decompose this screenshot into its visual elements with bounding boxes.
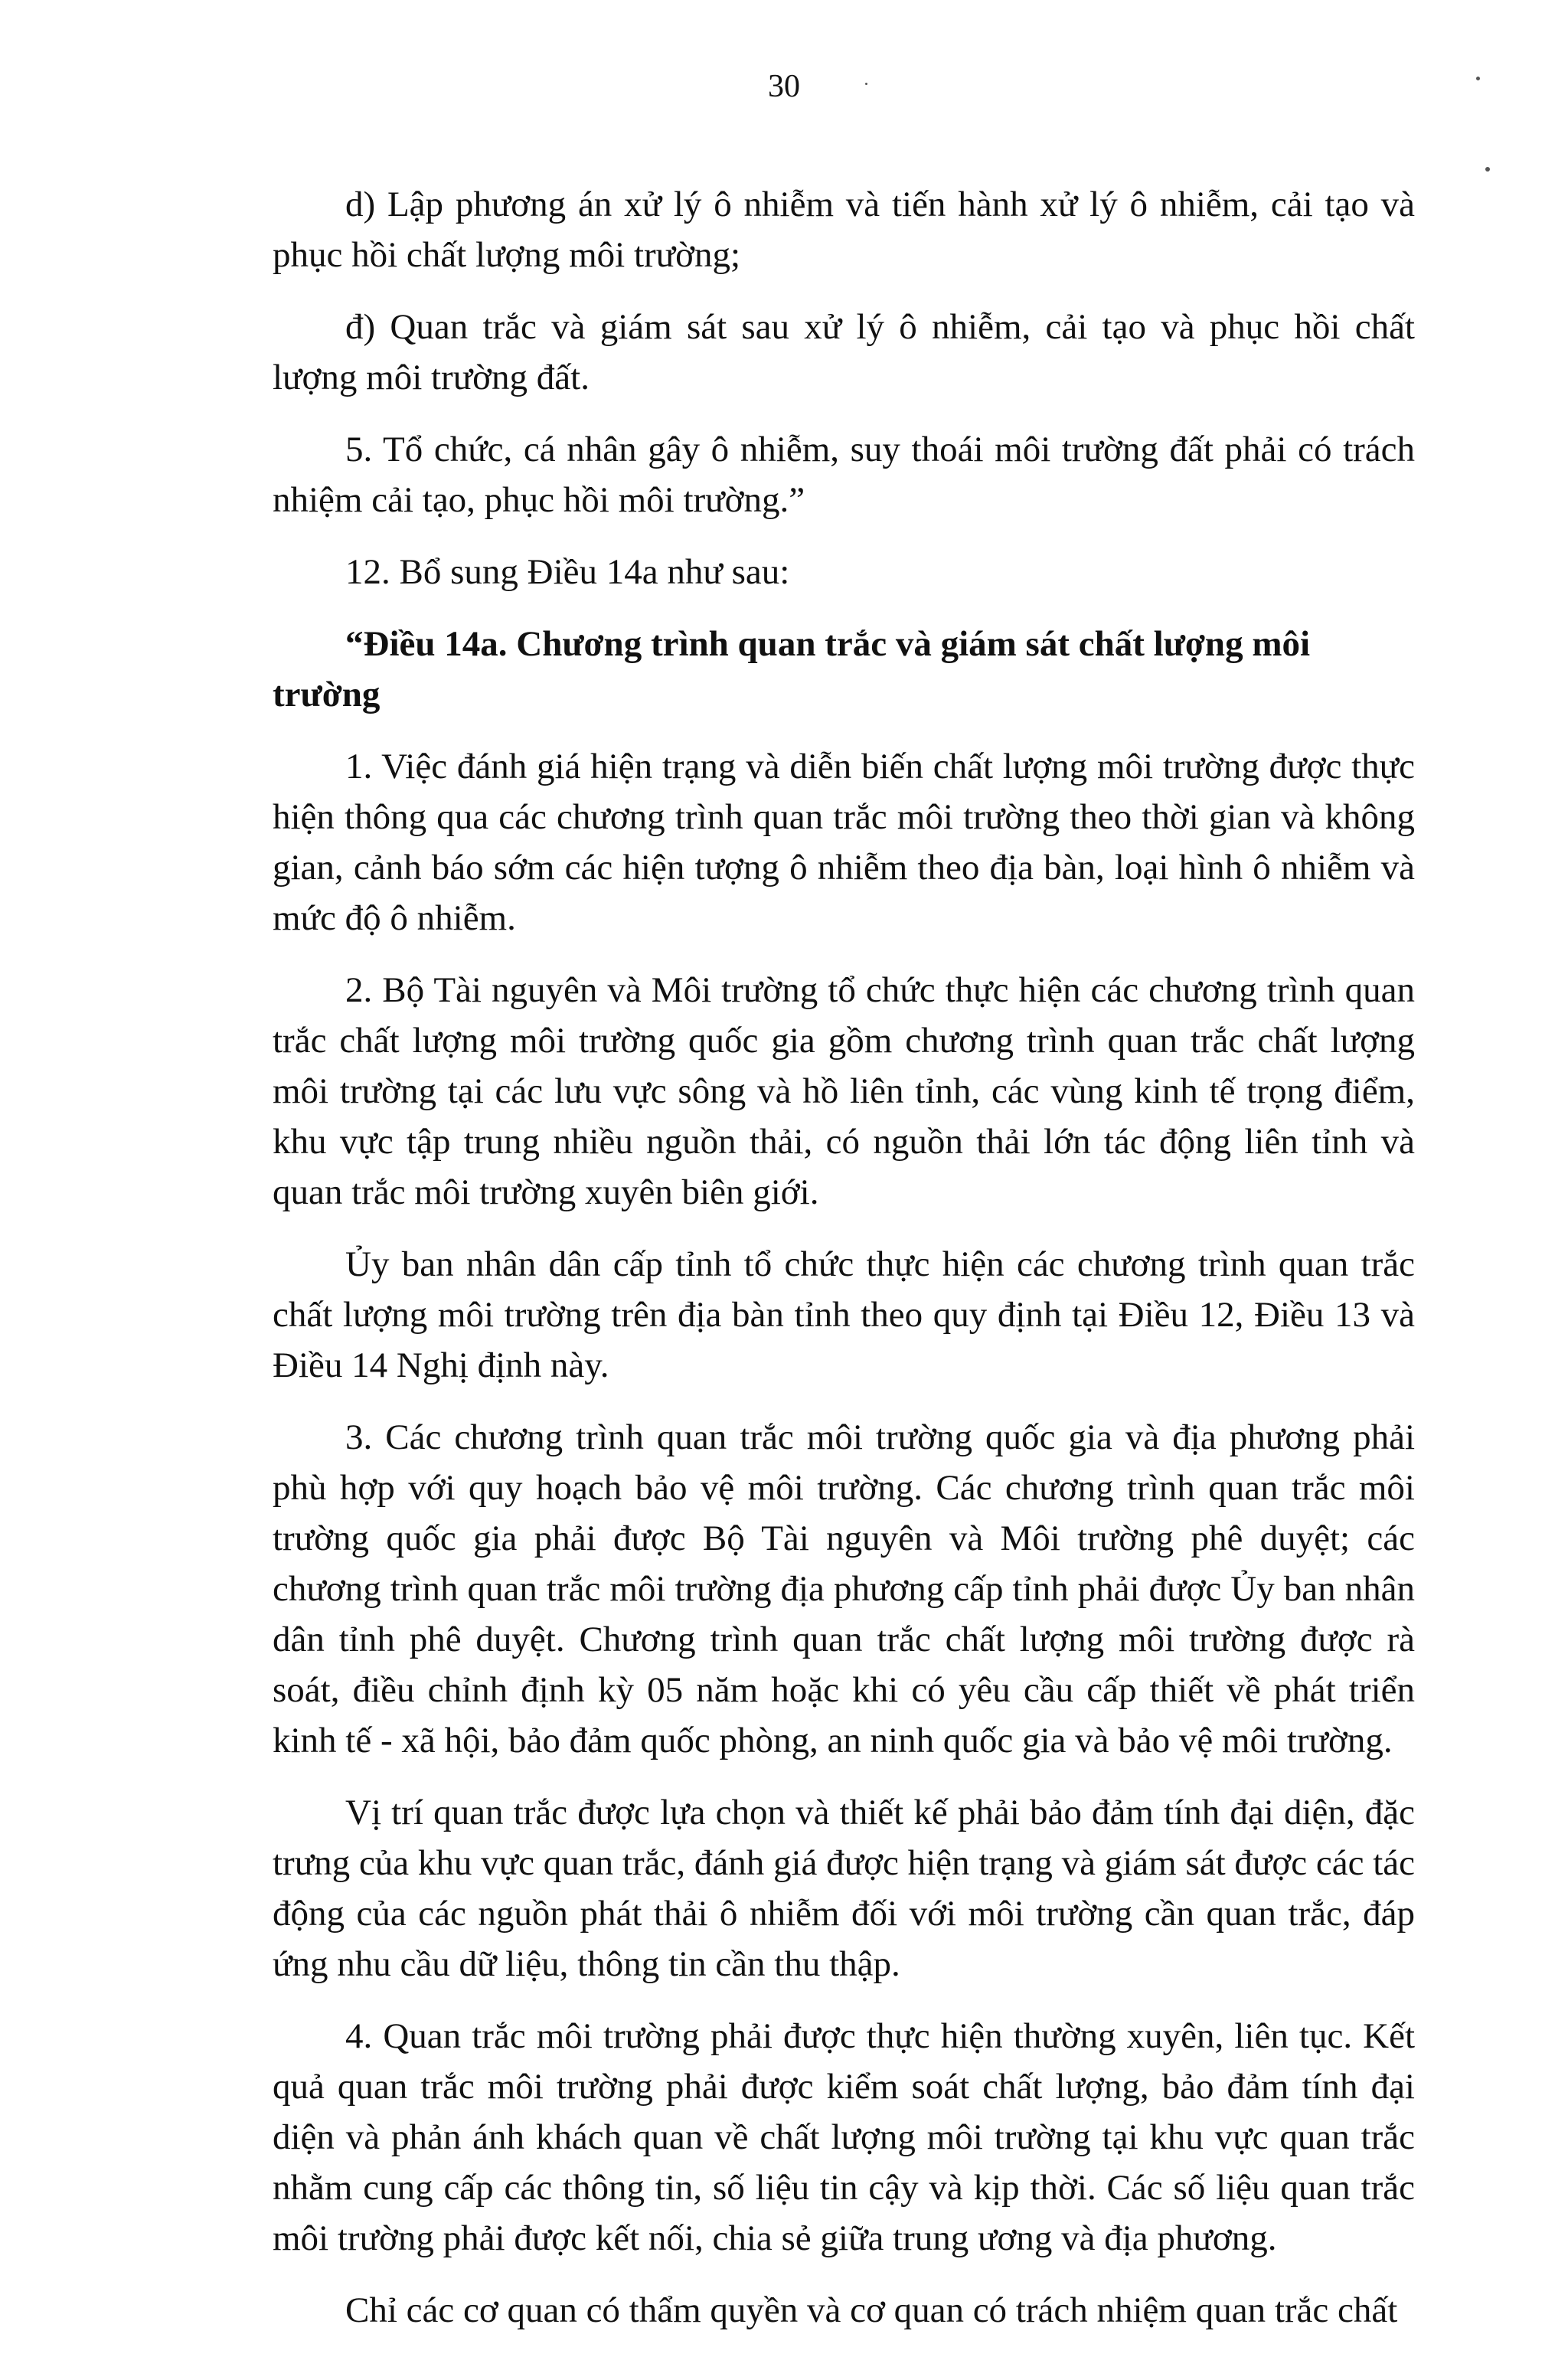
- paragraph-clause-2: 2. Bộ Tài nguyên và Môi trường tổ chức thực hiện các chương trình quan trắc chất lượng môi trường quốc gia gồm chương trình quan trắc chất lượng môi trường tại các lưu vực sông và hồ liên tỉnh, các vùng kinh tế trọng điểm, khu vực tập trung nhiều nguồn thải, có nguồn thải lớn tác động liên tỉnh và quan trắc môi trường xuyên biên giới.: [273, 970, 1415, 1212]
- paragraph-clause-5: 5. Tổ chức, cá nhân gây ô nhiễm, suy thoái môi trường đất phải có trách nhiệm cải tạo, phục hồi môi trường.”: [273, 430, 1415, 520]
- scan-speck: [865, 83, 867, 85]
- paragraph-item-d: d) Lập phương án xử lý ô nhiễm và tiến hành xử lý ô nhiễm, cải tạo và phục hồi chất lượng môi trường;: [273, 185, 1415, 275]
- document-body: [273, 179, 1415, 2357]
- paragraph-item-dd: đ) Quan trắc và giám sát sau xử lý ô nhiễm, cải tạo và phục hồi chất lượng môi trường đất.: [273, 307, 1415, 397]
- paragraph-monitoring-location: Vị trí quan trắc được lựa chọn và thiết kế phải bảo đảm tính đại diện, đặc trưng của khu vực quan trắc, đánh giá được hiện trạng và giám sát được các tác động của các nguồn phát thải ô nhiễm đối với môi trường cần quan trắc, đáp ứng nhu cầu dữ liệu, thông tin cần thu thập.: [273, 1793, 1415, 1984]
- paragraph-clause-3: 3. Các chương trình quan trắc môi trường quốc gia và địa phương phải phù hợp với quy hoạch bảo vệ môi trường. Các chương trình quan trắc môi trường quốc gia phải được Bộ Tài nguyên và Môi trường phê duyệt; các chương trình quan trắc môi trường địa phương cấp tỉnh phải được Ủy ban nhân dân tỉnh phê duyệt. Chương trình quan trắc chất lượng môi trường được rà soát, điều chỉnh định kỳ 05 năm hoặc khi có yêu cầu cấp thiết về phát triển kinh tế - xã hội, bảo đảm quốc phòng, an ninh quốc gia và bảo vệ môi trường.: [273, 1417, 1415, 1760]
- article-heading: “Điều 14a. Chương trình quan trắc và giám sát chất lượng môi trường: [273, 624, 1311, 714]
- paragraph-provincial-committee: Ủy ban nhân dân cấp tỉnh tổ chức thực hiện các chương trình quan trắc chất lượng môi trường trên địa bàn tỉnh theo quy định tại Điều 12, Điều 13 và Điều 14 Nghị định này.: [273, 1244, 1415, 1385]
- paragraph-authority-truncated: Chỉ các cơ quan có thẩm quyền và cơ quan có trách nhiệm quan trắc chất: [345, 2290, 1398, 2330]
- paragraph-clause-1: 1. Việc đánh giá hiện trạng và diễn biến chất lượng môi trường được thực hiện thông qua các chương trình quan trắc môi trường theo thời gian và không gian, cảnh báo sớm các hiện tượng ô nhiễm theo địa bàn, loại hình ô nhiễm và mức độ ô nhiễm.: [273, 747, 1415, 938]
- scan-speck: [1485, 167, 1490, 172]
- paragraph-amendment-12: 12. Bổ sung Điều 14a như sau:: [345, 552, 790, 592]
- paragraph-clause-4: 4. Quan trắc môi trường phải được thực hiện thường xuyên, liên tục. Kết quả quan trắc môi trường phải được kiểm soát chất lượng, bảo đảm tính đại diện và phản ánh khách quan về chất lượng môi trường tại khu vực quan trắc nhằm cung cấp các thông tin, số liệu tin cậy và kịp thời. Các số liệu quan trắc môi trường phải được kết nối, chia sẻ giữa trung ương và địa phương.: [273, 2016, 1415, 2258]
- page-number: 30: [768, 69, 800, 104]
- scan-speck: [1476, 77, 1480, 80]
